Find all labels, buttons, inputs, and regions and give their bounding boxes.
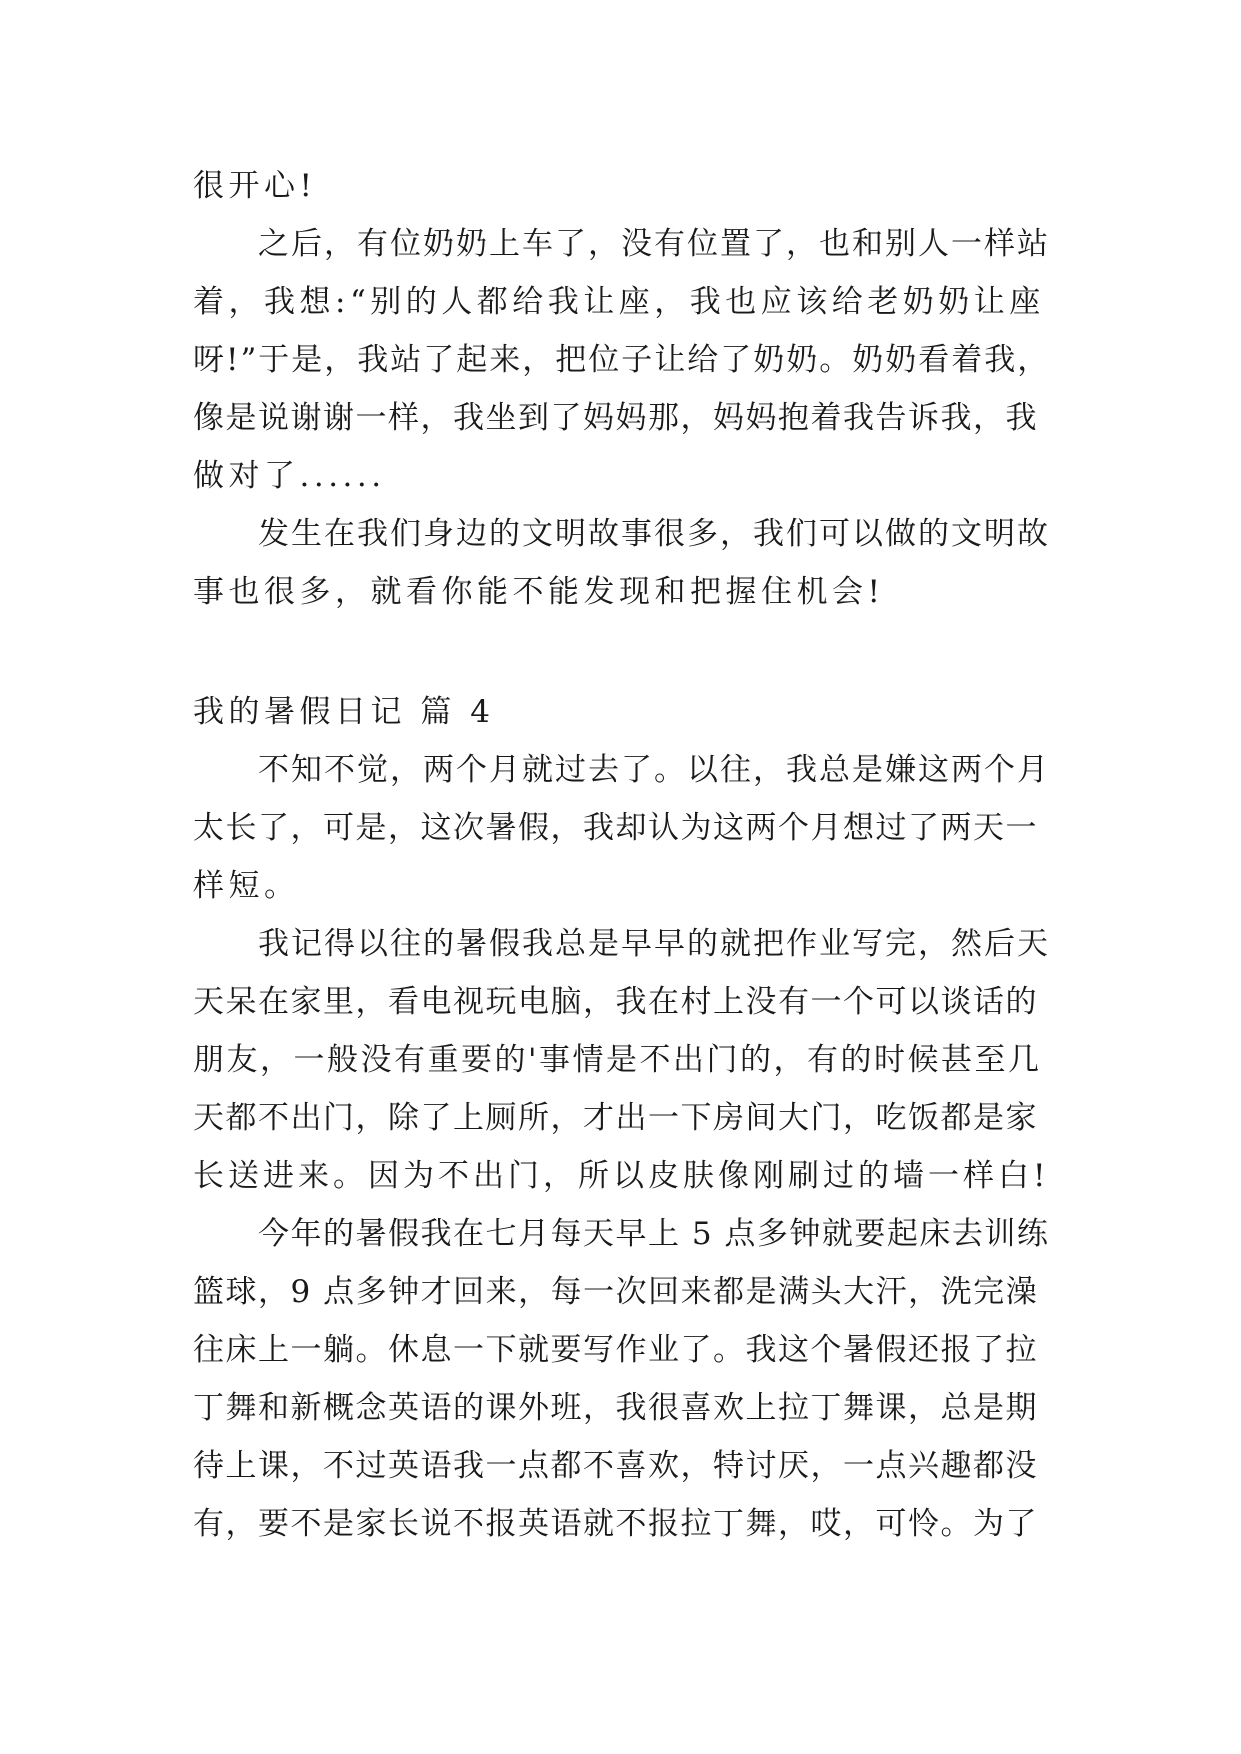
text-line: 像是说谢谢一样，我坐到了妈妈那，妈妈抱着我告诉我，我 [193,400,1038,436]
text-line: 样短。 [193,868,300,904]
paragraph-start-line: 发生在我们身边的文明故事很多，我们可以做的文明故 [258,516,1050,552]
text-line: 长送进来。因为不出门，所以皮肤像刚刷过的墙一样白! [193,1158,1050,1194]
text-line: 天都不出门，除了上厕所，才出一下房间大门，吃饭都是家 [193,1100,1038,1136]
text-line: 篮球，9 点多钟才回来，每一次回来都是满头大汗，洗完澡 [193,1274,1039,1310]
text-line: 很开心! [193,168,317,204]
text-line: 呀!”于是，我站了起来，把位子让给了奶奶。奶奶看着我， [193,342,1051,378]
section-heading: 我的暑假日记 篇 4 [193,694,495,730]
paragraph-start-line: 不知不觉，两个月就过去了。以往，我总是嫌这两个月 [258,752,1050,788]
text-line: 待上课，不过英语我一点都不喜欢，特讨厌，一点兴趣都没 [193,1448,1038,1484]
text-line: 往床上一躺。休息一下就要写作业了。我这个暑假还报了拉 [193,1332,1038,1368]
paragraph-start-line: 之后，有位奶奶上车了，没有位置了，也和别人一样站 [258,226,1050,262]
text-line: 事也很多，就看你能不能发现和把握住机会! [193,574,885,610]
paragraph-start-line: 我记得以往的暑假我总是早早的就把作业写完，然后天 [258,926,1050,962]
text-line: 天呆在家里，看电视玩电脑，我在村上没有一个可以谈话的 [193,984,1038,1020]
text-line: 做对了...... [193,458,386,494]
text-line: 着，我想:“别的人都给我让座，我也应该给老奶奶让座 [193,284,1045,320]
paragraph-start-line: 今年的暑假我在七月每天早上 5 点多钟就要起床去训练 [258,1216,1050,1252]
text-line: 朋友，一般没有重要的'事情是不出门的，有的时候甚至几 [193,1042,1042,1078]
text-line: 太长了，可是，这次暑假，我却认为这两个月想过了两天一 [193,810,1038,846]
text-line: 丁舞和新概念英语的课外班，我很喜欢上拉丁舞课，总是期 [193,1390,1038,1426]
text-line: 有，要不是家长说不报英语就不报拉丁舞，哎，可怜。为了 [193,1506,1038,1542]
